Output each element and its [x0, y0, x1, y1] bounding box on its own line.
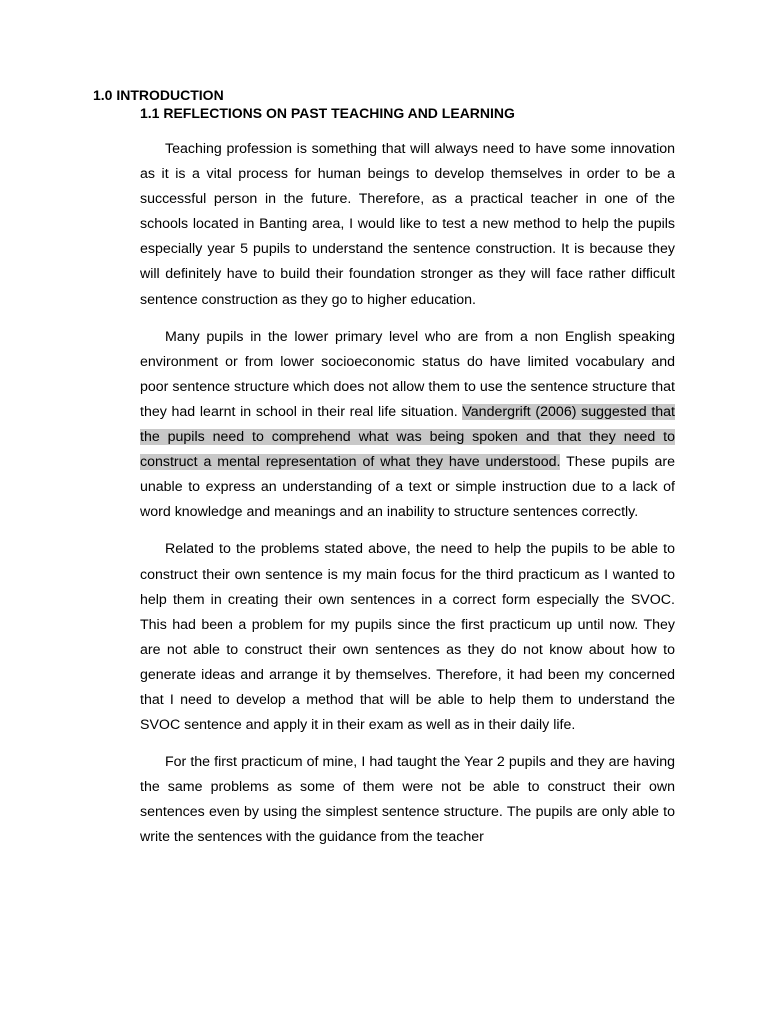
body-text: [140, 137, 675, 863]
paragraph-1: Teaching profession is something that will always need to have some innovation as it is a vital process for human beings to develop themselves in order to be a successful person in the future. Therefore, as a practical teacher in one of the schools located in Banting area, I would like to test a new method to help the pupils especially year 5 pupils to understand the sentence construction. It is because they will definitely have to build their foundation stronger as they will face rather difficult sentence construction as they go to higher education.: [140, 141, 675, 308]
paragraph-2-intro: Many pupils in the lower primary level who are from a non English speaking environment or from lower socioeconomic status do have limited vocabulary and poor sentence structure which does not allow them to use the sentence structure that they had learnt in school in their real life situation.: [140, 328, 675, 420]
paragraph-2: [140, 325, 675, 526]
paragraph-3: Related to the problems stated above, the need to help the pupils to be able to construct their own sentence is my main focus for the third practicum as I wanted to help them in creating their own sentences in a correct form especially the SVOC. This had been a problem for my pupils since the first practicum up until now. They are not able to construct their own sentences as they do not know about how to generate ideas and arrange it by themselves. Therefore, it had been my concerned that I need to develop a method that will be able to help them to understand the SVOC sentence and apply it in their exam as well as in their daily life.: [140, 541, 675, 734]
highlighted-citation: Vandergrift (2006) suggested that the pupils need to comprehend what was being spoken and that they need to construct a mental representation of what they have understood.: [140, 403, 676, 471]
paragraph-2-rest: These pupils are unable to express an understanding of a text or simple instruction due to a lack of word knowledge and meanings and an inability to structure sentences correctly.: [140, 454, 675, 521]
subsection-heading: 1.1 REFLECTIONS ON PAST TEACHING AND LEARNING: [140, 105, 515, 121]
section-heading: 1.0 INTRODUCTION: [93, 87, 224, 103]
paragraph-4: For the first practicum of mine, I had taught the Year 2 pupils and they are having the same problems as some of them were not be able to construct their own sentences even by using the simplest sentence structure. The pupils are only able to write the sentences with the guidance from the teacher: [140, 754, 675, 846]
